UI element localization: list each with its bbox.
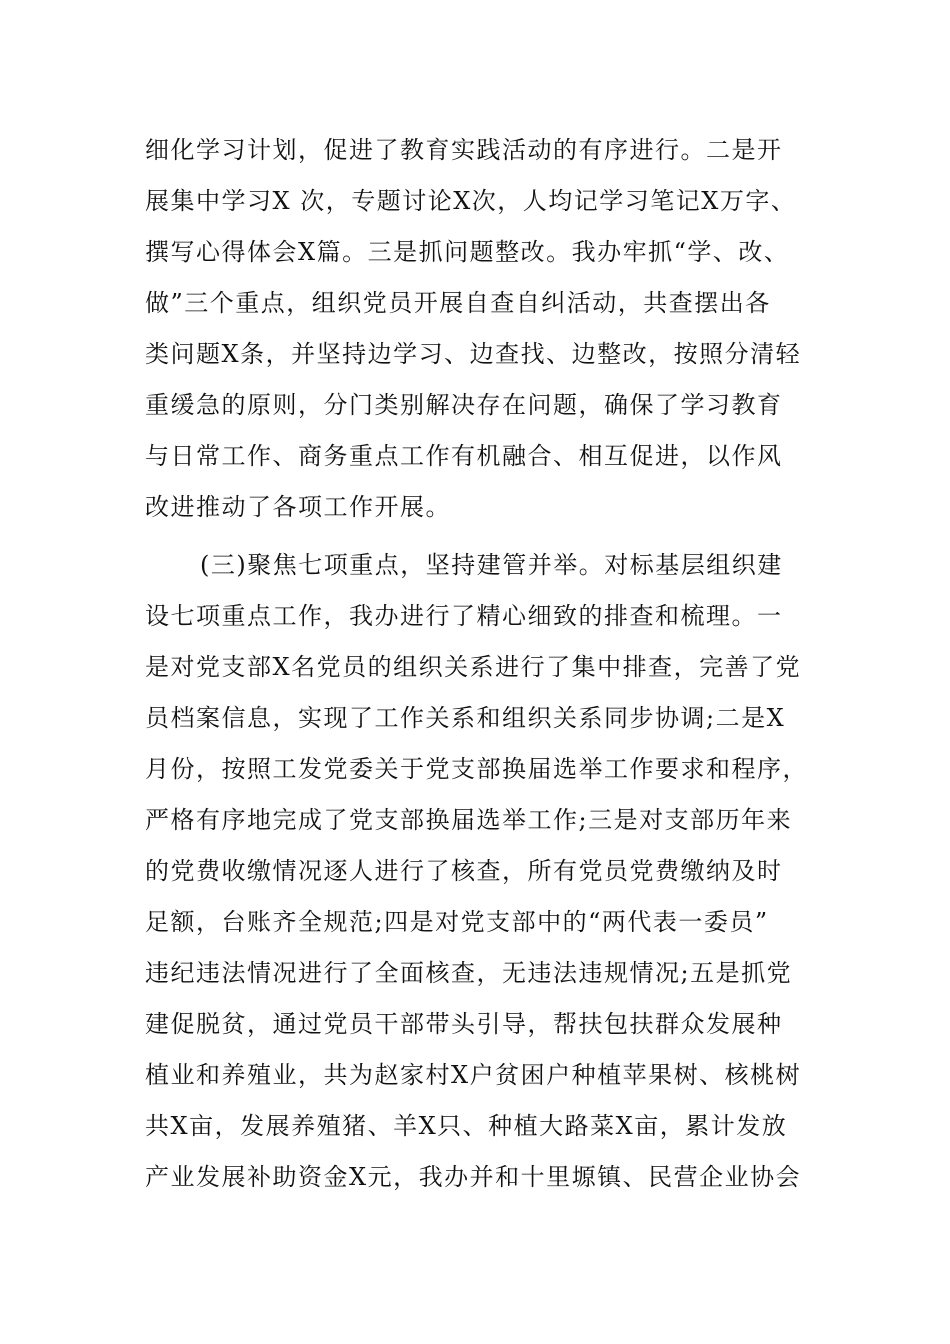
- text-line-17: 违纪违法情况进行了全面核查，无违法违规情况;五是抓党: [145, 959, 793, 987]
- text-line-15: 的党费收缴情况逐人进行了核查，所有党员党费缴纳及时: [145, 857, 783, 885]
- text-line-5: 类问题X条，并坚持边学习、边查找、边整改，按照分清轻: [145, 340, 802, 368]
- text-line-18: 建促脱贫，通过党员干部带头引导，帮扶包扶群众发展种: [145, 1010, 783, 1038]
- text-line-3: 撰写心得体会X篇。三是抓问题整改。我办牢抓“学、改、: [145, 238, 790, 266]
- text-line-21: 产业发展补助资金X元，我办并和十里塬镇、民营企业协会: [145, 1163, 802, 1191]
- text-line-13: 月份，按照工发党委关于党支部换届选举工作要求和程序，: [145, 755, 808, 783]
- text-line-4: 做”三个重点，组织党员开展自查自纠活动，共查摆出各: [145, 289, 771, 317]
- text-line-1: 细化学习计划，促进了教育实践活动的有序进行。二是开: [145, 136, 783, 164]
- text-line-12: 员档案信息，实现了工作关系和组织关系同步协调;二是X: [145, 704, 786, 732]
- text-line-2: 展集中学习X 次，专题讨论X次，人均记学习笔记X万字、: [145, 187, 797, 215]
- text-line-7: 与日常工作、商务重点工作有机融合、相互促进，以作风: [145, 442, 783, 470]
- text-line-6: 重缓急的原则，分门类别解决存在问题，确保了学习教育: [145, 391, 783, 419]
- text-line-8: 改进推动了各项工作开展。: [145, 493, 451, 521]
- text-line-11: 是对党支部X名党员的组织关系进行了集中排查，完善了党: [145, 653, 802, 681]
- text-line-19: 植业和养殖业，共为赵家村X户贫困户种植苹果树、核桃树: [145, 1061, 802, 1089]
- section-heading-line: (三)聚焦七项重点，坚持建管并举。对标基层组织建: [200, 551, 783, 579]
- text-line-10: 设七项重点工作，我办进行了精心细致的排查和梳理。一: [145, 602, 783, 630]
- text-line-16: 足额，台账齐全规范;四是对党支部中的“两代表一委员”: [145, 908, 769, 936]
- text-line-14: 严格有序地完成了党支部换届选举工作;三是对支部历年来: [145, 806, 793, 834]
- text-line-20: 共X亩，发展养殖猪、羊X只、种植大路菜X亩，累计发放: [145, 1112, 788, 1140]
